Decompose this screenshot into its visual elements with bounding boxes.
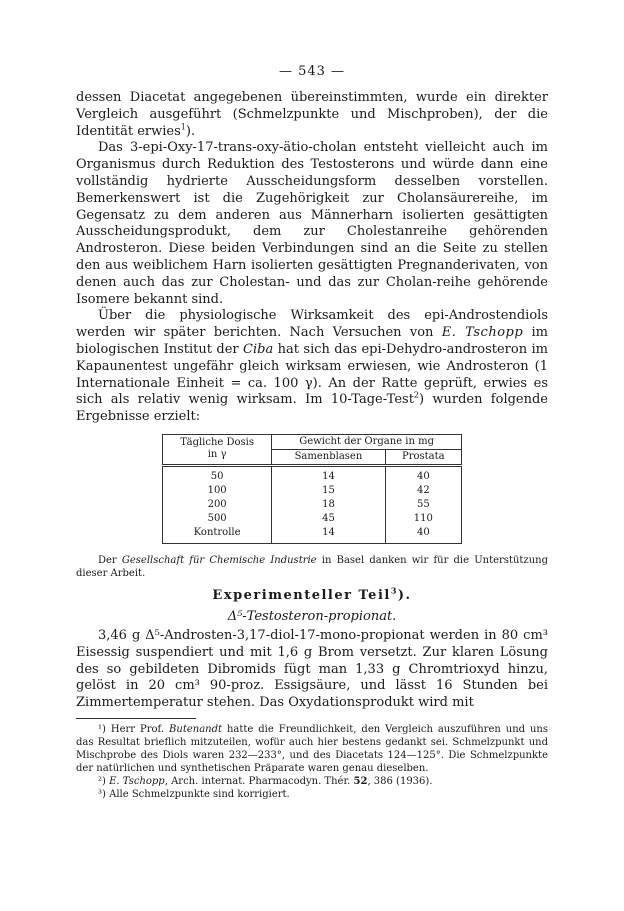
table-row	[163, 512, 462, 526]
table-cell: 18	[272, 498, 385, 512]
acknowledgement	[76, 554, 548, 580]
section-heading	[76, 585, 548, 603]
paragraph-3-b: im biologischen Institut der	[76, 325, 548, 357]
paragraph-1	[76, 90, 548, 140]
table-row	[163, 498, 462, 512]
table-cell: 42	[385, 484, 461, 498]
table-row	[163, 484, 462, 498]
footnote-3-text: Alle Schmelzpunkte sind korrigiert.	[109, 788, 290, 800]
table-cell: Kontrolle	[163, 526, 272, 544]
footnote-2-b: , Arch. internat. Pharmacodyn. Thér.	[164, 775, 354, 787]
paragraph-3-d: ) wurden folgende Ergebnisse erzielt:	[76, 392, 549, 425]
author-name: E. Tschopp	[441, 325, 524, 341]
organ-weight-header: Gewicht der Organe in mg	[272, 434, 462, 449]
footnote-rule	[76, 718, 196, 719]
ack-a: Der	[98, 554, 122, 566]
footnote-2	[76, 775, 548, 788]
footnote-3-mark: ³)	[98, 788, 106, 800]
page	[76, 64, 548, 801]
paragraph-3	[76, 308, 548, 426]
section-heading-end: ).	[397, 587, 412, 603]
paragraph-2: Das 3-epi-Oxy-17-trans-oxy-ätio-cholan entsteht vielleicht auch im Organismus durch Reduktion des Testosterons und würde dann eine vollständig hydrierte Ausscheidungsform desselben vorstellen. Bemerkenswert ist die Zugehörigkeit zur Cholansäurereihe, im Gegensatz zu dem anderen aus Männerharn isolierten gesättigten Ausscheidungsprodukt, dem zur Cholestanreihe gehörenden Androsteron. Diese beiden Verbindungen sind an die Seite zu stellen den aus weiblichem Harn isolierten gesättigten Pregnanderivaten, von denen auch das zur Cholestan- und das zur Cholan-reihe gehörende Isomere bekannt sind.	[76, 140, 548, 307]
footnote-2-name: E. Tschopp	[109, 775, 165, 787]
footnote-1	[76, 723, 548, 775]
company-name: Ciba	[243, 341, 274, 357]
samenblasen-header: Samenblasen	[272, 449, 385, 465]
subsection-heading: Δ⁵-Testosteron-propionat.	[227, 608, 397, 624]
table-cell: 45	[272, 512, 385, 526]
ack-b: in Basel danken wir für die Unterstützung dieser Arbeit.	[76, 554, 548, 579]
ack-organisation: Gesellschaft für Chemische Industrie	[121, 554, 317, 566]
dose-header-line2: in γ	[207, 449, 227, 461]
footnote-1-mark: ¹)	[98, 723, 106, 735]
footnote-2-mark: ²)	[98, 775, 106, 787]
table-cell: 110	[385, 512, 461, 526]
footnote-1-name: Butenandt	[169, 723, 223, 735]
page-number: — 543 —	[278, 64, 346, 79]
table-row	[163, 526, 462, 544]
paragraph-1-end: ).	[185, 123, 196, 139]
footnote-3	[76, 788, 548, 801]
table-cell: 200	[163, 498, 272, 512]
dose-header-line1: Tägliche Dosis	[180, 437, 255, 449]
table-row	[163, 465, 462, 484]
footnote-ref-1: 1	[180, 122, 186, 132]
table-cell: 40	[385, 465, 461, 484]
paragraph-3-a: Über die physiologische Wirksamkeit des epi-Androstendiols werden wir später berichten. Nach Versuchen von	[76, 308, 548, 341]
table-cell: 55	[385, 498, 461, 512]
footnote-ref-3: 3	[390, 585, 398, 596]
table-cell: 14	[272, 465, 385, 484]
footnote-2-c: , 386 (1936).	[367, 775, 433, 787]
table-cell: 100	[163, 484, 272, 498]
footnote-1-b: hatte die Freundlichkeit, den Vergleich auszuführen und uns das Resultat brieflich mitzuteilen, wofür auch hier bestens gedankt sei. Schmelzpunkt und Mischprobe des Diols waren 232—233°, und des Diacetats 124—125°. Die Schmelzpunkte der natürlichen und synthetischen Präparate waren genau dieselben.	[76, 723, 549, 774]
table-cell: 14	[272, 526, 385, 544]
footnote-1-a: Herr Prof.	[110, 723, 170, 735]
results-table	[162, 434, 462, 544]
paragraph-4: 3,46 g Δ⁵-Androsten-3,17-diol-17-mono-propionat werden in 80 cm³ Eisessig suspendiert und mit 1,6 g Brom versetzt. Zur klaren Lösung des so gebildeten Dibromids fügt man 1,33 g Chromtrioxyd hinzu, gelöst in 20 cm³ 90-proz. Essigsäure, und lässt 16 Stunden bei Zimmertemperatur stehen. Das Oxydationsprodukt wird mit	[76, 627, 548, 711]
table-cell: 15	[272, 484, 385, 498]
prostata-header: Prostata	[385, 449, 461, 465]
footnote-2-volume: 52	[353, 775, 368, 787]
dose-header	[163, 434, 272, 465]
paragraph-3-c: hat sich das epi-Dehydro-androsteron im Kapaunentest ungefähr gleich wirksam erwiesen, wie Androsteron (1 Internationale Einheit = ca. 100 γ). An der Ratte geprüft, erwies es sich als relativ wenig wirksam. Im 10-Tage-Test	[76, 341, 548, 408]
table-cell: 50	[163, 465, 272, 484]
paragraph-1-text: dessen Diacetat angegebenen übereinstimmten, wurde ein direkter Vergleich ausgeführt (Schmelzpunkte und Mischproben), der die Identität erwies	[76, 90, 548, 139]
footnote-ref-2: 2	[413, 391, 420, 401]
table-cell: 500	[163, 512, 272, 526]
table-cell: 40	[385, 526, 461, 544]
section-heading-text: Experimenteller Teil	[212, 587, 391, 603]
table-header-row	[163, 434, 462, 449]
